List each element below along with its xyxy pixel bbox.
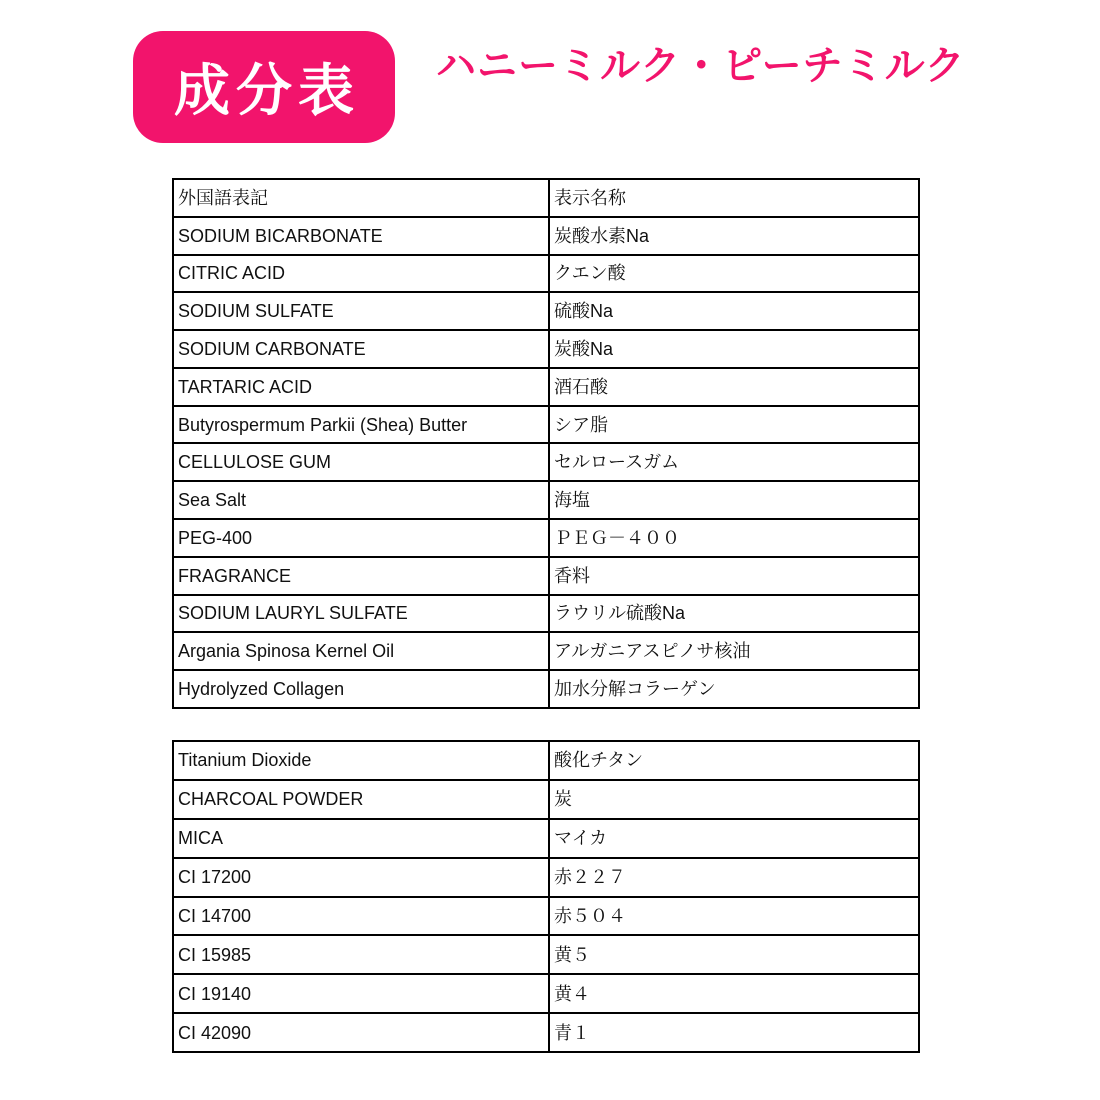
table-row bbox=[174, 936, 918, 975]
cell-foreign-name: SODIUM BICARBONATE bbox=[174, 218, 550, 254]
cell-display-name: ＰＥＧ－４００ bbox=[554, 527, 680, 548]
page-title: ハニーミルク・ピーチミルク bbox=[436, 44, 966, 88]
cell-foreign-name: CITRIC ACID bbox=[174, 256, 550, 292]
cell-display-name: 青１ bbox=[554, 1022, 590, 1043]
table-row bbox=[174, 520, 918, 558]
table-row bbox=[174, 820, 918, 859]
cell-display-name: セルロースガム bbox=[554, 452, 680, 473]
cell-display-name: シア脂 bbox=[554, 414, 608, 435]
table-row bbox=[174, 1014, 918, 1051]
table-row bbox=[174, 742, 918, 781]
table-header-row bbox=[174, 180, 918, 218]
colorants-table bbox=[172, 740, 920, 1053]
cell-foreign-name: Titanium Dioxide bbox=[174, 742, 550, 779]
table-row bbox=[174, 781, 918, 820]
cell-display-name: 酸化チタン bbox=[554, 750, 644, 771]
cell-foreign-name: SODIUM CARBONATE bbox=[174, 331, 550, 367]
table-row bbox=[174, 369, 918, 407]
cell-foreign-name: SODIUM SULFATE bbox=[174, 293, 550, 329]
table-row bbox=[174, 407, 918, 445]
cell-display-name: 赤２２７ bbox=[554, 867, 626, 888]
cell-foreign-name: Argania Spinosa Kernel Oil bbox=[174, 633, 550, 669]
cell-foreign-name: CI 14700 bbox=[174, 898, 550, 935]
cell-foreign-name: CI 15985 bbox=[174, 936, 550, 973]
cell-display-name: クエン酸 bbox=[554, 263, 626, 284]
cell-foreign-name: SODIUM LAURYL SULFATE bbox=[174, 596, 550, 632]
column-header-display-name: 表示名称 bbox=[554, 187, 626, 208]
cell-display-name: 炭酸水素Na bbox=[554, 225, 650, 246]
cell-display-name: マイカ bbox=[554, 828, 608, 849]
cell-display-name: 加水分解コラーゲン bbox=[554, 679, 716, 700]
cell-display-name: 硫酸Na bbox=[554, 301, 614, 322]
cell-display-name: ラウリル硫酸Na bbox=[554, 603, 686, 624]
cell-display-name: 酒石酸 bbox=[554, 376, 608, 397]
table-row bbox=[174, 596, 918, 634]
cell-display-name: 海塩 bbox=[554, 490, 590, 511]
table-row bbox=[174, 558, 918, 596]
cell-foreign-name: Butyrospermum Parkii (Shea) Butter bbox=[174, 407, 550, 443]
ingredients-badge-label: 成分表 bbox=[174, 59, 360, 122]
cell-display-name: 炭酸Na bbox=[554, 339, 614, 360]
cell-foreign-name: MICA bbox=[174, 820, 550, 857]
table-row bbox=[174, 671, 918, 707]
cell-display-name: 赤５０４ bbox=[554, 905, 626, 926]
table-row bbox=[174, 444, 918, 482]
cell-foreign-name: TARTARIC ACID bbox=[174, 369, 550, 405]
cell-foreign-name: CHARCOAL POWDER bbox=[174, 781, 550, 818]
table-row bbox=[174, 218, 918, 256]
table-row bbox=[174, 256, 918, 294]
cell-foreign-name: FRAGRANCE bbox=[174, 558, 550, 594]
table-row bbox=[174, 975, 918, 1014]
cell-foreign-name: CI 17200 bbox=[174, 859, 550, 896]
table-row bbox=[174, 331, 918, 369]
ingredients-badge bbox=[133, 31, 395, 143]
cell-display-name: 炭 bbox=[554, 789, 572, 810]
cell-display-name: 黄５ bbox=[554, 944, 590, 965]
cell-display-name: 黄４ bbox=[554, 983, 590, 1004]
cell-foreign-name: CI 19140 bbox=[174, 975, 550, 1012]
cell-foreign-name: PEG-400 bbox=[174, 520, 550, 556]
cell-foreign-name: Hydrolyzed Collagen bbox=[174, 671, 550, 707]
table-row bbox=[174, 859, 918, 898]
cell-display-name: アルガニアスピノサ核油 bbox=[554, 641, 751, 662]
column-header-foreign-name: 外国語表記 bbox=[174, 180, 550, 216]
table-row bbox=[174, 898, 918, 937]
cell-foreign-name: Sea Salt bbox=[174, 482, 550, 518]
cell-foreign-name: CELLULOSE GUM bbox=[174, 444, 550, 480]
ingredients-table bbox=[172, 178, 920, 709]
cell-foreign-name: CI 42090 bbox=[174, 1014, 550, 1051]
table-row bbox=[174, 633, 918, 671]
table-row bbox=[174, 482, 918, 520]
table-row bbox=[174, 293, 918, 331]
cell-display-name: 香料 bbox=[554, 565, 590, 586]
